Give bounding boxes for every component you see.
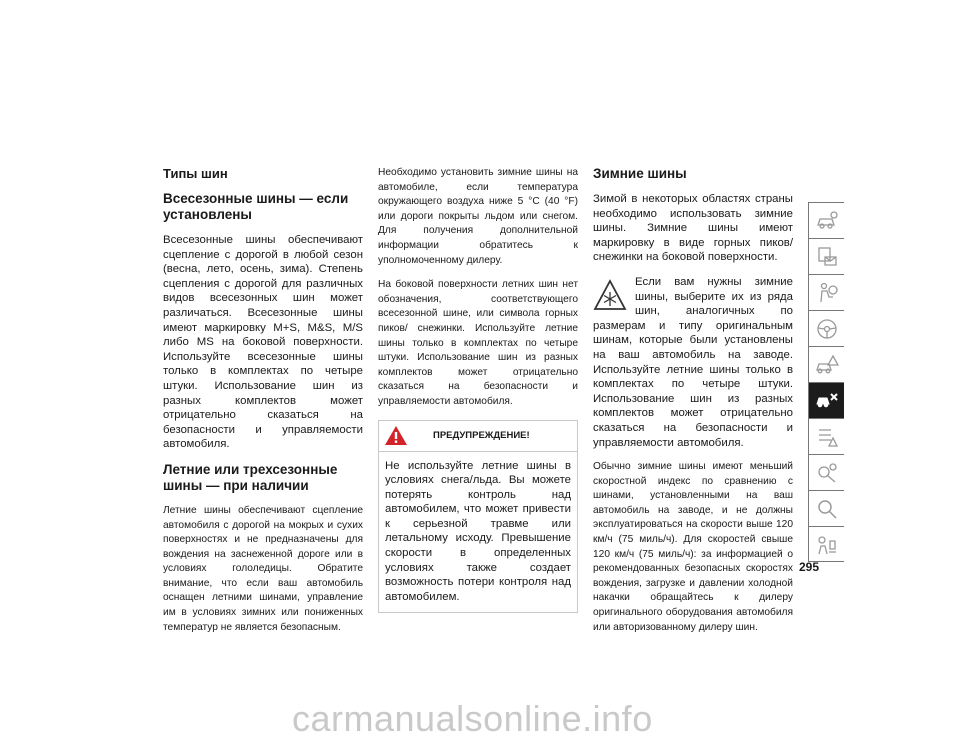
heading-winter: Зимние шины (593, 166, 687, 181)
heading-all-season: Всесезонные шины — если установлены (163, 191, 349, 222)
warning-title: ПРЕДУПРЕЖДЕНИЕ! (433, 429, 530, 441)
paragraph-winter-temp: Необходимо установить зимние шины на автомобиле, если температура окружающего воздуха ниже 5 °C (40 °F) или дороги покрыты льдом или снегом. Для получения дополнительной информации обратитесь к уполномоченному дилеру. (378, 167, 578, 266)
heading-summer: Летние или трехсезонные шины — при наличии (163, 461, 338, 493)
tab-specifications[interactable] (808, 418, 844, 454)
watermark: carmanualsonline.info (292, 698, 653, 739)
warning-box (378, 420, 578, 614)
car-info-icon (815, 209, 839, 233)
tab-car-info[interactable] (808, 202, 844, 238)
technical-specs-icon (815, 461, 839, 485)
column-right (593, 166, 793, 645)
paragraph-winter-intro: Зимой в некоторых областях страны необходимо использовать зимние шины. Зимние шины имеют маркировку в виде горных пиков/снежинки на боковой поверхности. (593, 193, 793, 264)
paragraph-winter-selection (593, 275, 793, 450)
tab-emergency[interactable] (808, 346, 844, 382)
index-search-icon (815, 497, 839, 521)
tab-multimedia[interactable] (808, 526, 844, 562)
warning-triangle-icon (384, 425, 408, 446)
paragraph-all-season: Всесезонные шины обеспечивают сцепление с дорогой в любой сезон (весна, лето, осень, зима). Степень сцепления с дорогой для различных видов всесезонных шин может различаться. Всесезонные шины имеют маркировку M+S, M&S, M/S либо MS на боковой поверхности. Используйте всесезонные шины только в комплектах по четыре штуки. Использование шин из разных комплектов может отрицательно сказаться на безопасности и управляемости автомобиля. (163, 234, 363, 451)
tab-safety[interactable] (808, 274, 844, 310)
paragraph-summer: Летние шины обеспечивают сцепление автомобиля с дорогой на мокрых и сухих поверхностях и не предназначены для вождения на заснеженной дороге или в условиях гололедицы. Обратите внимание, что если ваш автомобиль оснащен летними шинами, управление им в условиях зимних или пониженных температур не является безопасным. (163, 504, 363, 633)
tab-service-maintenance[interactable] (808, 382, 844, 418)
tab-technical[interactable] (808, 454, 844, 490)
warning-header (379, 421, 577, 452)
tab-index[interactable] (808, 490, 844, 526)
column-left (163, 166, 363, 645)
multimedia-icon (815, 533, 839, 557)
paragraph-winter-selection-text: Если вам нужны зимние шины, выберите их из ряда шин, аналогичных по размерам и типу оригинальным шинам, которые были установлены на ваш автомобиль на заводе. Используйте летние шины только в комплектах по четыре штуки. Использование шин из разных комплектов может отрицательно сказаться на безопасности и управляемости автомобиля. (593, 275, 793, 449)
message-envelope-icon (815, 245, 839, 269)
service-list-icon (815, 425, 839, 449)
car-warning-icon (815, 353, 839, 377)
paragraph-winter-speed: Обычно зимние шины имеют меньший скоростной индекс по сравнению с шинами, установленными на ваш автомобиль на заводе, и не должны эксплуатироваться на скорости выше 120 км/ч (75 миль/ч). Для скоростей свыше 120 км/ч (75 миль/ч): за информацией о рекомендованных безопасных скоростях вождения, загрузке и давлении холодной накачки обращайтесь к дилеру оригинального оборудования автомобиля или авторизованному дилеру шин. (593, 461, 793, 633)
mountain-snowflake-icon (593, 279, 627, 313)
warning-text: Не используйте летние шины в условиях снега/льда. Вы можете потерять контроль над автомобилем, что может привести к серьезной травме или летальному исходу. Превышение скорости в определенных условиях также создает возможность потери контроля над автомобилем. (385, 459, 571, 603)
paragraph-summer-marking: На боковой поверхности летних шин нет обозначения, соответствующего всесезонной шине, или символа горных пиков/ снежинки. Используйте летние шины только в комплектах по четыре штуки. Использование шин из разных комплектов может отрицательно сказаться на безопасности и управляемости автомобиля. (378, 279, 578, 407)
page-number: 295 (799, 560, 820, 574)
chapter-tabs (808, 202, 844, 562)
column-middle (378, 166, 578, 613)
tab-driving[interactable] (808, 310, 844, 346)
seatbelt-airbag-icon (815, 281, 839, 305)
tab-messages[interactable] (808, 238, 844, 274)
steering-wheel-icon (815, 317, 839, 341)
heading-tire-types: Типы шин (163, 166, 228, 181)
car-tools-icon (815, 389, 839, 413)
